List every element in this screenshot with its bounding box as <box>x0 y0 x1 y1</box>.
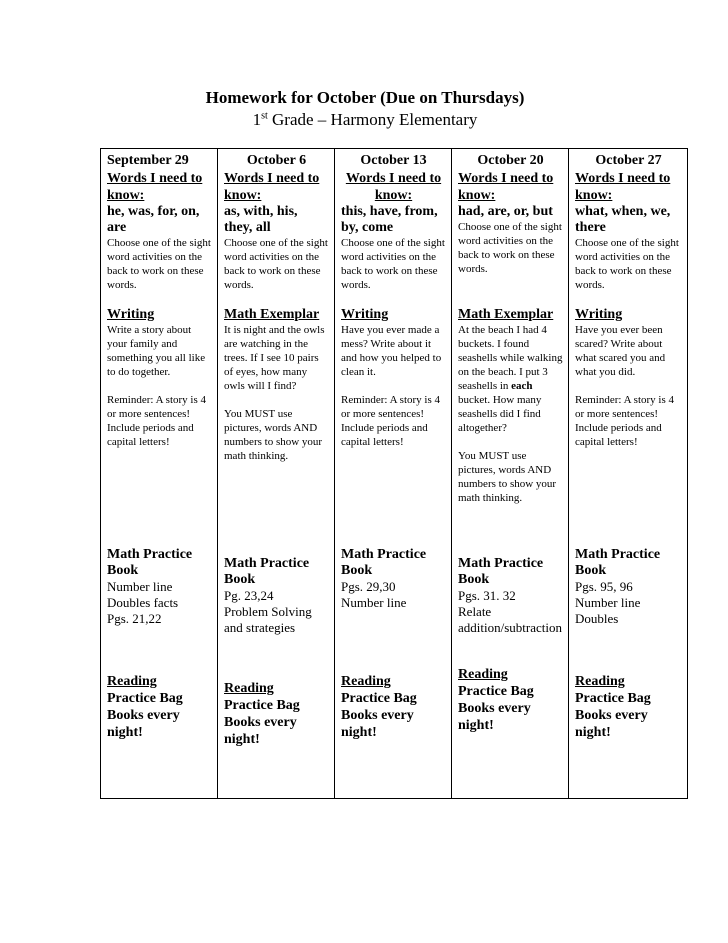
week-date: October 13 <box>360 153 427 168</box>
reading-heading: Reading <box>107 674 157 689</box>
page-title: Homework for October (Due on Thursdays) <box>205 88 525 107</box>
sight-words: what, when, we, there <box>575 204 671 235</box>
math-practice-book <box>458 556 563 636</box>
math-practice-heading-line2: Book <box>107 563 139 578</box>
section-body: Have you ever made a mess? Write about it and how you helped to clean it. Reminder: A story is 4 or more sentences! Include periods and capital letters! <box>341 324 442 448</box>
reading-heading: Reading <box>224 681 274 696</box>
words-heading <box>107 170 212 204</box>
math-practice-book <box>107 547 212 627</box>
sight-words: this, have, from, by, come <box>341 204 438 235</box>
words-heading-line1: Words I need to <box>345 171 442 186</box>
section-body: Have you ever been scared? Write about what scared you and what you did. Reminder: A story is 4 or more sentences! Include periods and capital letters! <box>575 324 674 448</box>
section-body-part1: At the beach I had 4 buckets. I found seashells while walking on the beach. I put 3 seashells in <box>458 324 563 392</box>
math-practice-book <box>341 547 446 611</box>
reading-assignment <box>341 673 446 741</box>
reading-assignment <box>224 680 329 748</box>
math-practice-heading-line2: Book <box>224 572 256 587</box>
week-column-oct-13 <box>335 149 451 798</box>
sight-words-note: Choose one of the sight word activities on the back to work on these words. <box>224 237 328 291</box>
sight-words: he, was, for, on, are <box>107 204 200 235</box>
sight-words-note: Choose one of the sight word activities on the back to work on these words. <box>341 237 445 291</box>
week-date: October 6 <box>246 153 307 168</box>
math-practice-heading-line2: Book <box>575 563 607 578</box>
reading-assignment <box>107 673 212 741</box>
reading-assignment <box>575 673 682 741</box>
section-title: Math Exemplar <box>458 307 554 322</box>
math-practice-book <box>224 556 329 636</box>
words-heading-line1: Words I need to <box>575 171 671 186</box>
words-heading-line2: know: <box>224 188 262 203</box>
math-practice-heading-line1: Math Practice <box>575 547 661 562</box>
sight-words: had, are, or, but <box>458 204 553 219</box>
week-column-sep-29 <box>101 149 217 798</box>
words-heading-line2: know: <box>374 188 413 203</box>
reading-details: Practice Bag Books every night! <box>458 684 534 733</box>
words-heading <box>224 170 329 204</box>
section-body: It is night and the owls are watching in the trees. If I see 10 pairs of eyes, how many owls will I find? You MUST use pictures, words AND numbers to show your math thinking. <box>224 324 325 462</box>
math-practice-heading-line2: Book <box>458 572 490 587</box>
week-column-oct-27 <box>569 149 687 798</box>
subtitle-grade-number: 1 <box>252 110 262 129</box>
words-heading-line2: know: <box>575 188 613 203</box>
words-heading-line1: Words I need to <box>107 171 203 186</box>
math-practice-details: Pgs. 95, 96 Number line Doubles <box>575 579 641 626</box>
words-heading-line2: know: <box>107 188 145 203</box>
math-practice-details: Pgs. 29,30 Number line <box>341 579 407 610</box>
math-practice-details: Pgs. 31. 32 Relate addition/subtraction <box>458 588 562 635</box>
math-practice-book <box>575 547 682 627</box>
math-practice-heading-line2: Book <box>341 563 373 578</box>
reading-heading: Reading <box>341 674 391 689</box>
reading-assignment <box>458 666 563 734</box>
sight-words: as, with, his, they, all <box>224 204 298 235</box>
words-heading-line1: Words I need to <box>458 171 554 186</box>
sight-words-note: Choose one of the sight word activities on the back to work on these words. <box>458 221 562 275</box>
section-title: Writing <box>575 307 623 322</box>
sight-words-note: Choose one of the sight word activities on the back to work on these words. <box>107 237 211 291</box>
words-heading <box>575 170 682 204</box>
math-practice-heading-line1: Math Practice <box>107 547 193 562</box>
week-column-oct-6 <box>218 149 334 798</box>
words-heading-line2: know: <box>458 188 496 203</box>
subtitle-grade-suffix: st <box>261 110 268 122</box>
page-subtitle <box>100 110 630 130</box>
reading-details: Practice Bag Books every night! <box>107 691 183 740</box>
math-practice-details: Number line Doubles facts Pgs. 21,22 <box>107 579 179 626</box>
homework-table <box>100 148 688 799</box>
week-date: October 20 <box>477 153 544 168</box>
section-body-part2: bucket. How many seashells did I find altogether? You MUST use pictures, words AND numbers to show your math thinking. <box>458 394 557 504</box>
week-date: October 27 <box>595 153 662 168</box>
section-title: Writing <box>341 307 389 322</box>
section-body-emphasis: each <box>511 380 533 392</box>
math-practice-heading-line1: Math Practice <box>458 556 544 571</box>
words-heading <box>458 170 563 204</box>
section-body: Write a story about your family and something you all like to do together. Reminder: A story is 4 or more sentences! Include periods and capital letters! <box>107 324 206 448</box>
words-heading <box>341 170 446 204</box>
section-title: Math Exemplar <box>224 307 320 322</box>
reading-details: Practice Bag Books every night! <box>575 691 651 740</box>
reading-details: Practice Bag Books every night! <box>341 691 417 740</box>
math-practice-heading-line1: Math Practice <box>341 547 427 562</box>
words-heading-line1: Words I need to <box>224 171 320 186</box>
reading-heading: Reading <box>575 674 625 689</box>
subtitle-school: Grade – Harmony Elementary <box>267 110 478 129</box>
math-practice-details: Pg. 23,24 Problem Solving and strategies <box>224 588 312 635</box>
section-body <box>458 323 563 505</box>
reading-details: Practice Bag Books every night! <box>224 698 300 747</box>
math-practice-heading-line1: Math Practice <box>224 556 310 571</box>
week-date: September 29 <box>107 153 189 168</box>
reading-heading: Reading <box>458 667 508 682</box>
sight-words-note: Choose one of the sight word activities on the back to work on these words. <box>575 237 679 291</box>
section-title: Writing <box>107 307 155 322</box>
week-column-oct-20 <box>452 149 568 798</box>
